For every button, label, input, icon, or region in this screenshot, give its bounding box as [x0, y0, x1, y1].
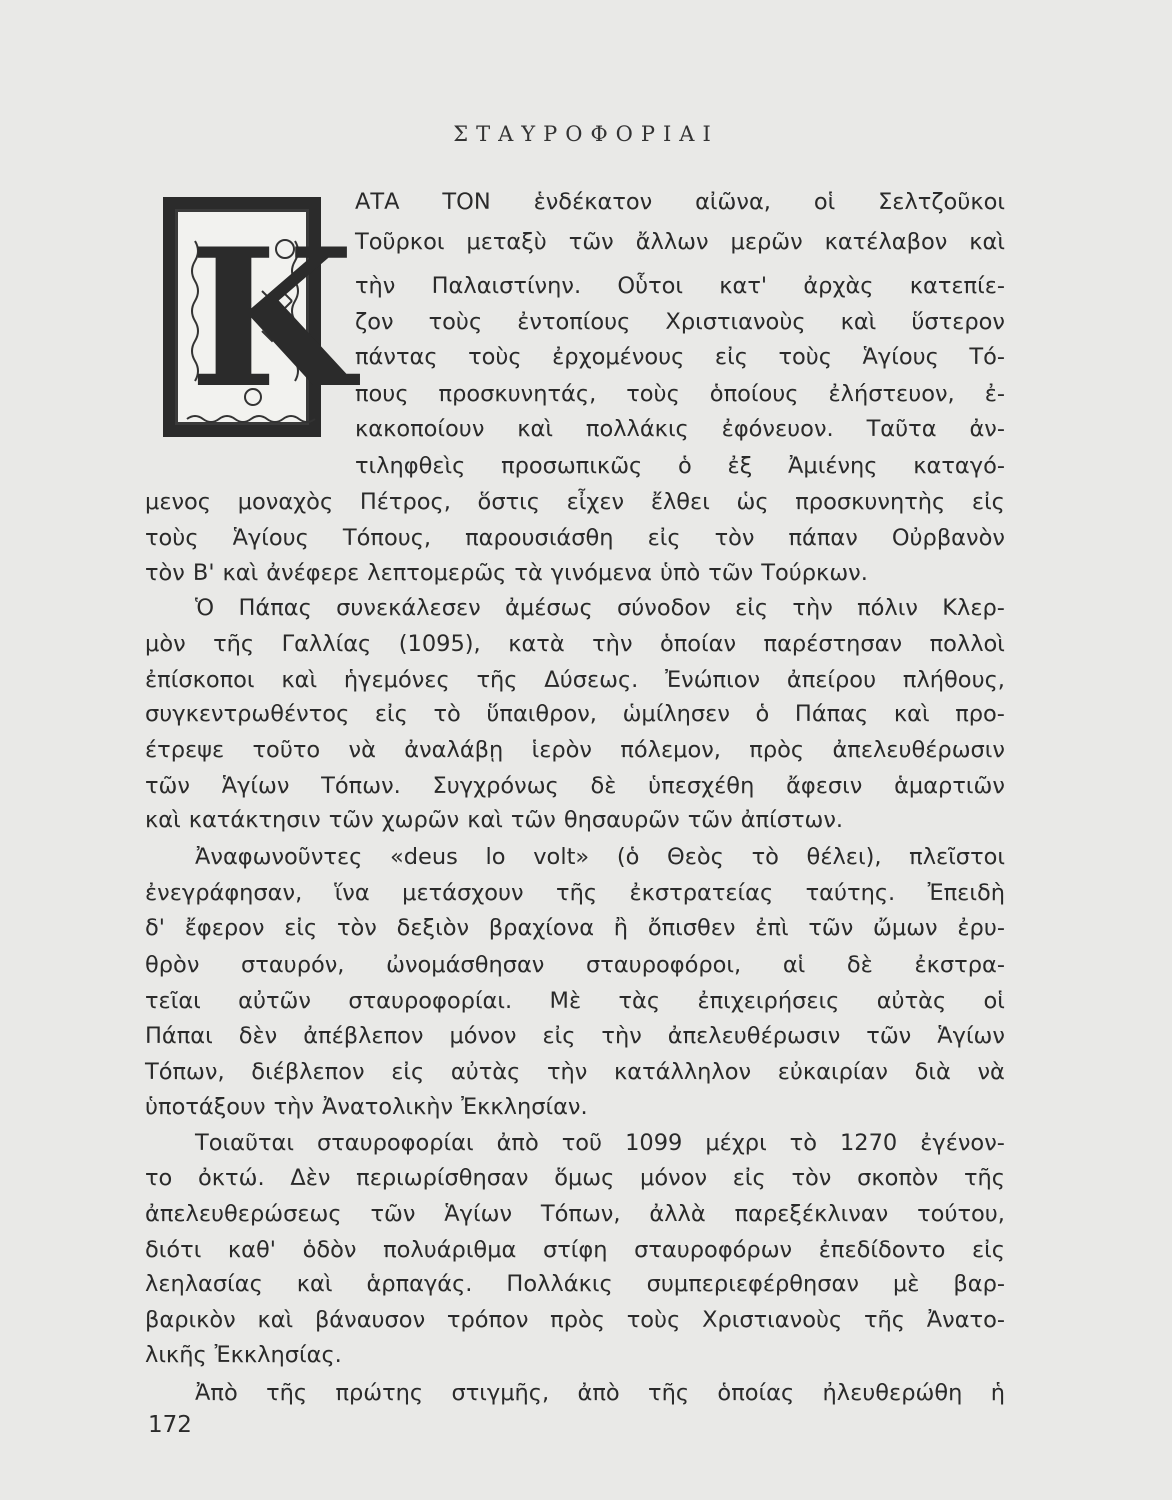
- text-line: Πάπαι δὲν ἀπέβλεπον μόνον εἰς τὴν ἀπελευθέρωσιν τῶν Ἁγίων: [145, 1023, 1005, 1049]
- text-line: Τοῦρκοι μεταξὺ τῶν ἄλλων μερῶν κατέλαβον καὶ: [355, 229, 1005, 255]
- drop-cap-letter: Κ: [189, 207, 355, 430]
- text-line: ἐπίσκοποι καὶ ἡγεμόνες τῆς Δύσεως. Ἐνώπιον ἀπείρου πλήθους,: [145, 667, 1005, 693]
- decorated-drop-cap: [163, 197, 355, 437]
- text-line: ἐνεγράφησαν, ἵνα μετάσχουν τῆς ἐκστρατείας ταύτης. Ἐπειδὴ: [145, 880, 1005, 906]
- text-line: θρὸν σταυρόν, ὠνομάσθησαν σταυροφόροι, αἱ δὲ ἐκστρα-: [145, 952, 1005, 978]
- page-number: 172: [148, 1412, 192, 1438]
- text-line: λικῆς Ἐκκλησίας.: [145, 1342, 342, 1368]
- text-line: τῶν Ἁγίων Τόπων. Συγχρόνως δὲ ὑπεσχέθη ἄφεσιν ἁμαρτιῶν: [145, 773, 1005, 799]
- text-line: ζον τοὺς ἐντοπίους Χριστιανοὺς καὶ ὕστερον: [355, 309, 1005, 335]
- text-line: διότι καθ' ὁδὸν πολυάριθμα στίφη σταυροφόρων ἐπεδίδοντο εἰς: [145, 1237, 1005, 1263]
- text-line: Τόπων, διέβλεπον εἰς αὐτὰς τὴν κατάλληλον εὐκαιρίαν διὰ νὰ: [145, 1059, 1005, 1085]
- text-line: δ' ἔφερον εἰς τὸν δεξιὸν βραχίονα ἢ ὄπισθεν ἐπὶ τῶν ὤμων ἐρυ-: [145, 915, 1005, 941]
- text-line: λεηλασίας καὶ ἁρπαγάς. Πολλάκις συμπεριεφέρθησαν μὲ βαρ-: [145, 1271, 1005, 1297]
- text-line: το ὀκτώ. Δὲν περιωρίσθησαν ὅμως μόνον εἰς τὸν σκοπὸν τῆς: [145, 1165, 1005, 1191]
- text-line: τὸν Β' καὶ ἀνέφερε λεπτομερῶς τὰ γινόμενα ὑπὸ τῶν Τούρκων.: [145, 560, 868, 586]
- text-line: Ἀπὸ τῆς πρώτης στιγμῆς, ἀπὸ τῆς ὁποίας ἠλευθερώθη ἡ: [195, 1380, 1005, 1406]
- text-line: Τοιαῦται σταυροφορίαι ἀπὸ τοῦ 1099 μέχρι τὸ 1270 ἐγένον-: [195, 1130, 1005, 1156]
- text-line: συγκεντρωθέντος εἰς τὸ ὕπαιθρον, ὡμίλησεν ὁ Πάπας καὶ προ-: [145, 701, 1005, 727]
- text-line: ὑποτάξουν τὴν Ἀνατολικὴν Ἐκκλησίαν.: [145, 1094, 588, 1120]
- text-line: τιληφθεὶς προσωπικῶς ὁ ἐξ Ἀμιένης καταγό-: [355, 453, 1005, 479]
- text-line: Ὁ Πάπας συνεκάλεσεν ἀμέσως σύνοδον εἰς τὴν πόλιν Κλερ-: [195, 595, 1005, 621]
- text-line: μενος μοναχὸς Πέτρος, ὅστις εἶχεν ἔλθει ὡς προσκυνητὴς εἰς: [145, 489, 1005, 515]
- text-line: έτρεψε τοῦτο νὰ ἀναλάβῃ ἱερὸν πόλεμον, πρὸς ἀπελευθέρωσιν: [145, 737, 1005, 763]
- text-line: τὴν Παλαιστίνην. Οὗτοι κατ' ἀρχὰς κατεπίε-: [355, 273, 1005, 299]
- text-line: πάντας τοὺς ἐρχομένους εἰς τοὺς Ἁγίους Τό-: [355, 344, 1005, 370]
- text-line: τοὺς Ἁγίους Τόπους, παρουσιάσθη εἰς τὸν πάπαν Οὐρβανὸν: [145, 525, 1005, 551]
- text-line: μὸν τῆς Γαλλίας (1095), κατὰ τὴν ὁποίαν παρέστησαν πολλοὶ: [145, 631, 1005, 657]
- text-line: πους προσκυνητάς, τοὺς ὁποίους ἐλήστευον, ἐ-: [355, 381, 1005, 407]
- text-line: ἀπελευθερώσεως τῶν Ἁγίων Τόπων, ἀλλὰ παρεξέκλιναν τούτου,: [145, 1201, 1005, 1227]
- text-line: τεῖαι αὐτῶν σταυροφορίαι. Μὲ τὰς ἐπιχειρήσεις αὐτὰς οἱ: [145, 988, 1005, 1014]
- text-line: ΑΤΑ ΤΟΝ ἑνδέκατον αἰῶνα, οἱ Σελτζοῦκοι: [355, 189, 1005, 215]
- text-line: κακοποίουν καὶ πολλάκις ἐφόνευον. Ταῦτα ἀν-: [355, 416, 1005, 442]
- text-line: καὶ κατάκτησιν τῶν χωρῶν καὶ τῶν θησαυρῶν τῶν ἀπίστων.: [145, 807, 844, 833]
- text-line: Ἀναφωνοῦντες «deus lo volt» (ὁ Θεὸς τὸ θέλει), πλεῖστοι: [195, 844, 1005, 870]
- page-title: ΣΤΑΥΡΟΦΟΡΙΑΙ: [453, 122, 719, 146]
- text-line: βαρικὸν καὶ βάναυσον τρόπον πρὸς τοὺς Χριστιανοὺς τῆς Ἀνατο-: [145, 1307, 1005, 1333]
